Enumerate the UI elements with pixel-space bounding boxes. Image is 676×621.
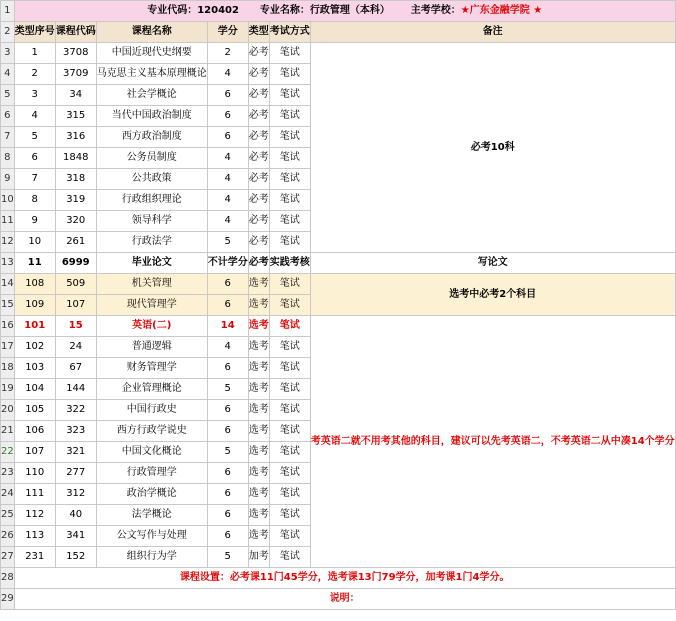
school-name: ★广东金融学院 ★ [460, 5, 543, 16]
course-settings-note[interactable]: 课程设置：必考课11门45学分，选考课13门79学分，加考课1门4学分。 [14, 568, 675, 589]
cell-type[interactable]: 必考 [248, 148, 269, 169]
cell-seq[interactable]: 101 [14, 316, 55, 337]
table-row [1, 316, 676, 337]
cell-credit[interactable]: 4 [207, 169, 248, 190]
cell-credit[interactable]: 6 [207, 127, 248, 148]
cell-exam[interactable]: 笔试 [269, 337, 310, 358]
cell-code[interactable]: 144 [55, 379, 96, 400]
cell-credit[interactable]: 6 [207, 295, 248, 316]
cell-credit[interactable]: 5 [207, 379, 248, 400]
column-header-name[interactable]: 课程名称 [96, 22, 207, 43]
cell-credit[interactable]: 5 [207, 232, 248, 253]
cell-exam[interactable]: 实践考核 [269, 253, 310, 274]
cell-exam[interactable]: 笔试 [269, 316, 310, 337]
row-header[interactable]: 2 [1, 22, 15, 43]
cell-type[interactable]: 选考 [248, 337, 269, 358]
row-header[interactable]: 1 [1, 1, 15, 22]
cell-exam[interactable]: 笔试 [269, 274, 310, 295]
cell-credit[interactable]: 4 [207, 211, 248, 232]
row-header[interactable]: 18 [1, 358, 15, 379]
cell-course-name[interactable]: 中国行政史 [96, 400, 207, 421]
cell-type[interactable]: 选考 [248, 316, 269, 337]
row-header[interactable]: 28 [1, 568, 15, 589]
remark-elective[interactable]: 选考中必考2个科目 [310, 274, 675, 316]
row-header[interactable]: 17 [1, 337, 15, 358]
row-header[interactable]: 7 [1, 127, 15, 148]
cell-type[interactable]: 必考 [248, 190, 269, 211]
cell-code[interactable]: 318 [55, 169, 96, 190]
school-label: 主考学校： [410, 5, 461, 16]
cell-exam[interactable]: 笔试 [269, 85, 310, 106]
cell-exam[interactable]: 笔试 [269, 547, 310, 568]
cell-seq[interactable]: 111 [14, 484, 55, 505]
cell-type[interactable]: 选考 [248, 505, 269, 526]
cell-code[interactable]: 40 [55, 505, 96, 526]
cell-seq[interactable]: 104 [14, 379, 55, 400]
row-header[interactable]: 4 [1, 64, 15, 85]
cell-course-name[interactable]: 领导科学 [96, 211, 207, 232]
cell-type[interactable]: 选考 [248, 484, 269, 505]
row-header[interactable]: 20 [1, 400, 15, 421]
cell-exam[interactable]: 笔试 [269, 127, 310, 148]
cell-exam[interactable]: 笔试 [269, 421, 310, 442]
cell-code[interactable]: 67 [55, 358, 96, 379]
row-header[interactable]: 9 [1, 169, 15, 190]
cell-code[interactable]: 152 [55, 547, 96, 568]
row-header[interactable]: 26 [1, 526, 15, 547]
cell-credit[interactable]: 6 [207, 421, 248, 442]
cell-course-name[interactable]: 西方政治制度 [96, 127, 207, 148]
cell-code[interactable]: 319 [55, 190, 96, 211]
row-header[interactable]: 21 [1, 421, 15, 442]
cell-seq[interactable]: 4 [14, 106, 55, 127]
cell-seq[interactable]: 2 [14, 64, 55, 85]
banner-cell[interactable] [14, 1, 675, 22]
cell-course-name[interactable]: 法学概论 [96, 505, 207, 526]
cell-code[interactable]: 341 [55, 526, 96, 547]
cell-type[interactable]: 选考 [248, 295, 269, 316]
cell-course-name[interactable]: 中国文化概论 [96, 442, 207, 463]
cell-course-name[interactable]: 财务管理学 [96, 358, 207, 379]
cell-exam[interactable]: 笔试 [269, 148, 310, 169]
major-code-label: 专业代码： [147, 5, 198, 16]
cell-code[interactable]: 15 [55, 316, 96, 337]
cell-type[interactable]: 必考 [248, 253, 269, 274]
cell-credit[interactable]: 14 [207, 316, 248, 337]
cell-course-name[interactable]: 西方行政学说史 [96, 421, 207, 442]
cell-credit[interactable]: 5 [207, 547, 248, 568]
cell-type[interactable]: 必考 [248, 85, 269, 106]
cell-code[interactable]: 261 [55, 232, 96, 253]
cell-course-name[interactable]: 政治学概论 [96, 484, 207, 505]
cell-exam[interactable]: 笔试 [269, 379, 310, 400]
cell-seq[interactable]: 112 [14, 505, 55, 526]
cell-exam[interactable]: 笔试 [269, 400, 310, 421]
row-header[interactable]: 6 [1, 106, 15, 127]
cell-exam[interactable]: 笔试 [269, 106, 310, 127]
row-header[interactable]: 27 [1, 547, 15, 568]
row-header[interactable]: 22 [1, 442, 15, 463]
cell-exam[interactable]: 笔试 [269, 358, 310, 379]
cell-seq[interactable]: 110 [14, 463, 55, 484]
row-header[interactable]: 13 [1, 253, 15, 274]
cell-credit[interactable]: 6 [207, 85, 248, 106]
row-header[interactable]: 10 [1, 190, 15, 211]
cell-seq[interactable]: 5 [14, 127, 55, 148]
cell-type[interactable]: 选考 [248, 526, 269, 547]
row-header[interactable]: 15 [1, 295, 15, 316]
column-header-code[interactable]: 课程代码 [55, 22, 96, 43]
cell-course-name[interactable]: 行政组织理论 [96, 190, 207, 211]
cell-credit[interactable]: 6 [207, 106, 248, 127]
cell-type[interactable]: 选考 [248, 358, 269, 379]
cell-course-name[interactable]: 组织行为学 [96, 547, 207, 568]
cell-type[interactable]: 选考 [248, 421, 269, 442]
cell-course-name[interactable]: 机关管理 [96, 274, 207, 295]
cell-course-name[interactable]: 行政管理学 [96, 463, 207, 484]
cell-seq[interactable]: 107 [14, 442, 55, 463]
cell-type[interactable]: 选考 [248, 379, 269, 400]
column-header-seq[interactable]: 类型序号 [14, 22, 55, 43]
cell-type[interactable]: 选考 [248, 442, 269, 463]
cell-type[interactable]: 必考 [248, 43, 269, 64]
cell-seq[interactable]: 109 [14, 295, 55, 316]
cell-code[interactable]: 6999 [55, 253, 96, 274]
table-row [1, 253, 676, 274]
cell-seq[interactable]: 6 [14, 148, 55, 169]
row-header[interactable]: 29 [1, 589, 15, 610]
cell-code[interactable]: 3709 [55, 64, 96, 85]
row-header[interactable]: 12 [1, 232, 15, 253]
cell-seq[interactable]: 113 [14, 526, 55, 547]
cell-course-name[interactable]: 英语(二) [96, 316, 207, 337]
cell-seq[interactable]: 105 [14, 400, 55, 421]
cell-credit[interactable]: 6 [207, 505, 248, 526]
cell-code[interactable]: 3708 [55, 43, 96, 64]
cell-code[interactable]: 316 [55, 127, 96, 148]
cell-code[interactable]: 315 [55, 106, 96, 127]
cell-seq[interactable]: 11 [14, 253, 55, 274]
cell-code[interactable]: 323 [55, 421, 96, 442]
cell-exam[interactable]: 笔试 [269, 484, 310, 505]
cell-credit[interactable]: 6 [207, 358, 248, 379]
cell-credit[interactable]: 4 [207, 337, 248, 358]
cell-credit[interactable]: 4 [207, 148, 248, 169]
cell-course-name[interactable]: 公文写作与处理 [96, 526, 207, 547]
row-header[interactable]: 16 [1, 316, 15, 337]
cell-course-name[interactable]: 社会学概论 [96, 85, 207, 106]
table-row [1, 43, 676, 64]
cell-code[interactable]: 321 [55, 442, 96, 463]
cell-exam[interactable]: 笔试 [269, 190, 310, 211]
cell-seq[interactable]: 103 [14, 358, 55, 379]
cell-seq[interactable]: 8 [14, 190, 55, 211]
cell-type[interactable]: 选考 [248, 400, 269, 421]
cell-code[interactable]: 509 [55, 274, 96, 295]
cell-course-name[interactable]: 现代管理学 [96, 295, 207, 316]
cell-course-name[interactable]: 行政法学 [96, 232, 207, 253]
cell-credit[interactable]: 4 [207, 190, 248, 211]
cell-credit[interactable]: 6 [207, 463, 248, 484]
cell-exam[interactable]: 笔试 [269, 43, 310, 64]
row-header[interactable]: 3 [1, 43, 15, 64]
column-header-exam[interactable]: 考试方式 [269, 22, 310, 43]
footer-row [1, 568, 676, 589]
major-code: 120402 [197, 5, 239, 16]
remark-required[interactable]: 必考10科 [310, 43, 675, 253]
cell-type[interactable]: 必考 [248, 211, 269, 232]
row-header[interactable]: 19 [1, 379, 15, 400]
cell-exam[interactable]: 笔试 [269, 526, 310, 547]
cell-course-name[interactable]: 当代中国政治制度 [96, 106, 207, 127]
row-header[interactable]: 25 [1, 505, 15, 526]
cell-seq[interactable]: 10 [14, 232, 55, 253]
cell-code[interactable]: 34 [55, 85, 96, 106]
cell-code[interactable]: 312 [55, 484, 96, 505]
cell-seq[interactable]: 106 [14, 421, 55, 442]
cell-seq[interactable]: 231 [14, 547, 55, 568]
cell-code[interactable]: 1848 [55, 148, 96, 169]
cell-code[interactable]: 24 [55, 337, 96, 358]
cell-seq[interactable]: 7 [14, 169, 55, 190]
cell-course-name[interactable]: 毕业论文 [96, 253, 207, 274]
column-header-credit[interactable]: 学分 [207, 22, 248, 43]
cell-credit[interactable]: 6 [207, 526, 248, 547]
cell-credit[interactable]: 6 [207, 400, 248, 421]
cell-credit[interactable]: 4 [207, 64, 248, 85]
column-header-type[interactable]: 类型 [248, 22, 269, 43]
explanation-note[interactable]: 说明： [14, 589, 675, 610]
cell-type[interactable]: 加考 [248, 547, 269, 568]
row-header[interactable]: 14 [1, 274, 15, 295]
cell-course-name[interactable]: 马克思主义基本原理概论 [96, 64, 207, 85]
banner-row [1, 1, 676, 22]
cell-exam[interactable]: 笔试 [269, 442, 310, 463]
cell-exam[interactable]: 笔试 [269, 463, 310, 484]
cell-seq[interactable]: 9 [14, 211, 55, 232]
cell-course-name[interactable]: 中国近现代史纲要 [96, 43, 207, 64]
cell-code[interactable]: 320 [55, 211, 96, 232]
cell-type[interactable]: 选考 [248, 463, 269, 484]
cell-credit[interactable]: 2 [207, 43, 248, 64]
row-header[interactable]: 23 [1, 463, 15, 484]
cell-seq[interactable]: 3 [14, 85, 55, 106]
row-header[interactable]: 11 [1, 211, 15, 232]
cell-exam[interactable]: 笔试 [269, 232, 310, 253]
cell-exam[interactable]: 笔试 [269, 211, 310, 232]
cell-exam[interactable]: 笔试 [269, 169, 310, 190]
cell-credit[interactable]: 不计学分 [207, 253, 248, 274]
cell-course-name[interactable]: 普通逻辑 [96, 337, 207, 358]
row-header[interactable]: 5 [1, 85, 15, 106]
cell-type[interactable]: 必考 [248, 106, 269, 127]
cell-type[interactable]: 必考 [248, 64, 269, 85]
cell-exam[interactable]: 笔试 [269, 295, 310, 316]
header-row [1, 22, 676, 43]
remark-thesis[interactable]: 写论文 [310, 253, 675, 274]
cell-code[interactable]: 107 [55, 295, 96, 316]
column-header-remark[interactable]: 备注 [310, 22, 675, 43]
cell-credit[interactable]: 6 [207, 274, 248, 295]
cell-type[interactable]: 必考 [248, 127, 269, 148]
cell-seq[interactable]: 102 [14, 337, 55, 358]
cell-seq[interactable]: 1 [14, 43, 55, 64]
major-name-label: 专业名称： [259, 5, 310, 16]
cell-course-name[interactable]: 企业管理概论 [96, 379, 207, 400]
cell-seq[interactable]: 108 [14, 274, 55, 295]
cell-credit[interactable]: 5 [207, 442, 248, 463]
footer-row [1, 589, 676, 610]
cell-exam[interactable]: 笔试 [269, 64, 310, 85]
major-name: 行政管理（本科） [309, 5, 390, 16]
cell-type[interactable]: 必考 [248, 169, 269, 190]
cell-code[interactable]: 322 [55, 400, 96, 421]
cell-exam[interactable]: 笔试 [269, 505, 310, 526]
table-row [1, 274, 676, 295]
cell-type[interactable]: 选考 [248, 274, 269, 295]
remark-english[interactable]: 考英语二就不用考其他的科目，建议可以先考英语二，不考英语二从中凑14个学分 [310, 316, 675, 568]
cell-code[interactable]: 277 [55, 463, 96, 484]
row-header[interactable]: 8 [1, 148, 15, 169]
cell-course-name[interactable]: 公共政策 [96, 169, 207, 190]
cell-type[interactable]: 必考 [248, 232, 269, 253]
row-header[interactable]: 24 [1, 484, 15, 505]
cell-credit[interactable]: 6 [207, 484, 248, 505]
cell-course-name[interactable]: 公务员制度 [96, 148, 207, 169]
